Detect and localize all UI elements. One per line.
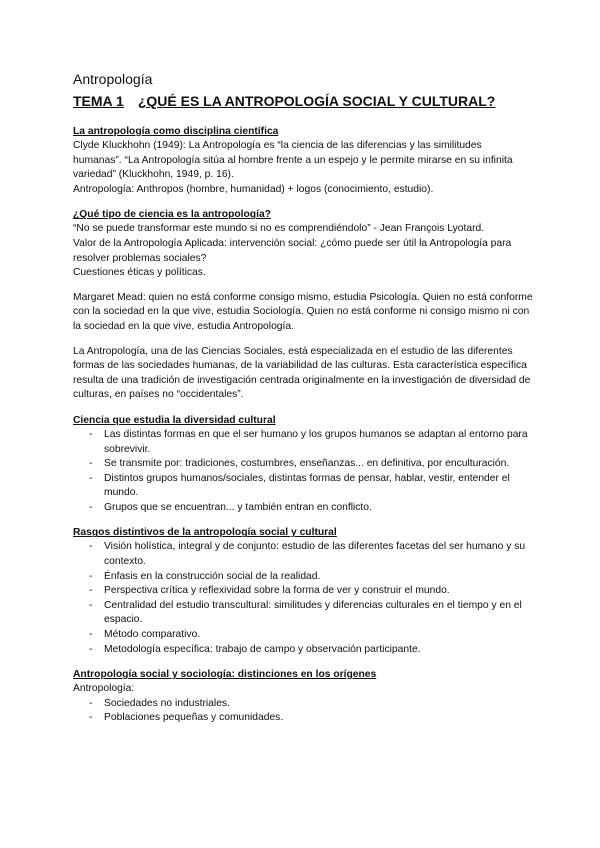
tema-number: TEMA 1 [73,93,124,109]
section-heading-sociologia: Antropología social y sociología: distinciones en los orígenes [73,669,377,681]
list-item: - Se transmite por: tradiciones, costumbres, enseñanzas... en definitiva, por enculturación. [73,457,533,472]
list-antropologia-origenes [73,697,533,726]
list-item: - Perspectiva crítica y reflexividad sobre la forma de ver y construir el mundo. [73,584,533,599]
section-heading-tipo-ciencia: ¿Qué tipo de ciencia es la antropología? [73,209,271,221]
section-heading-rasgos-distintivos: Rasgos distintivos de la antropología social y cultural [73,527,337,539]
list-item: - Las distintas formas en que el ser humano y los grupos humanos se adaptan al entorno para sobrevivir. [73,428,533,457]
list-item: - Énfasis en la construcción social de la realidad. [73,570,533,585]
paragraph-antropologia-label: Antropología: [73,683,135,695]
paragraph-kluckhohn: Clyde Kluckhohn (1949): La Antropología es “la ciencia de las diferencias y las similitudes humanas”. “La Antropología sitúa al hombre frente a un espejo y le permite mirarse en su infinita variedad” (Kluckhohn, 1949, p. 16). [73,140,513,181]
paragraph-cuestiones-eticas: Cuestiones éticas y políticas. [73,267,206,279]
page-title [73,92,533,110]
section-heading-diversidad-cultural: Ciencia que estudia la diversidad cultural [73,414,276,426]
list-item: - Visión holística, integral y de conjunto: estudio de las diferentes facetas del ser humano y su contexto. [73,540,533,569]
list-rasgos-distintivos [73,540,533,657]
list-item: - Distintos grupos humanos/sociales, distintas formas de pensar, hablar, vestir, entender el mundo. [73,472,533,501]
list-item: - Poblaciones pequeñas y comunidades. [73,711,533,726]
paragraph-lyotard: “No se puede transformar este mundo si no es comprendiéndolo” - Jean François Lyotard. [73,223,485,235]
list-item: - Grupos que se encuentran... y también entran en conflicto. [73,501,533,516]
document-page [73,70,533,726]
tema-title: ¿QUÉ ES LA ANTROPOLOGÍA SOCIAL Y CULTURAL? [137,93,496,109]
paragraph-definicion-antropologia: La Antropología, una de las Ciencias Sociales, está especializada en el estudio de las diferentes formas de las sociedades humanas, de la variabilidad de las culturas. Esta característica específica resulta de una tradición de investigación centrada originalmente en la investigación de diversidad de culturas, en países no “occidentales”. [73,345,531,401]
section-heading-disciplina: La antropología como disciplina científica [73,126,279,137]
list-diversidad-cultural [73,428,533,516]
list-item: - Centralidad del estudio transcultural: similitudes y diferencias culturales en el tiempo y en el espacio. [73,599,533,628]
list-item: - Metodología específica: trabajo de campo y observación participante. [73,643,533,658]
list-item: - Método comparativo. [73,628,533,643]
course-title: Antropología [73,71,153,87]
paragraph-antropologia-aplicada: Valor de la Antropología Aplicada: intervención social: ¿cómo puede ser útil la Antropología para resolver problemas sociales? [73,237,512,264]
paragraph-etimologia: Antropología: Anthropos (hombre, humanidad) + logos (conocimiento, estudio). [73,183,434,195]
list-item: - Sociedades no industriales. [73,697,533,712]
paragraph-margaret-mead: Margaret Mead: quien no está conforme consigo mismo, estudia Psicología. Quien no está conforme con la sociedad en la que vive, estudia Sociología. Quien no está conforme ni consigo mismo ni con la sociedad en la que vive, estudia Antropología. [73,291,533,332]
